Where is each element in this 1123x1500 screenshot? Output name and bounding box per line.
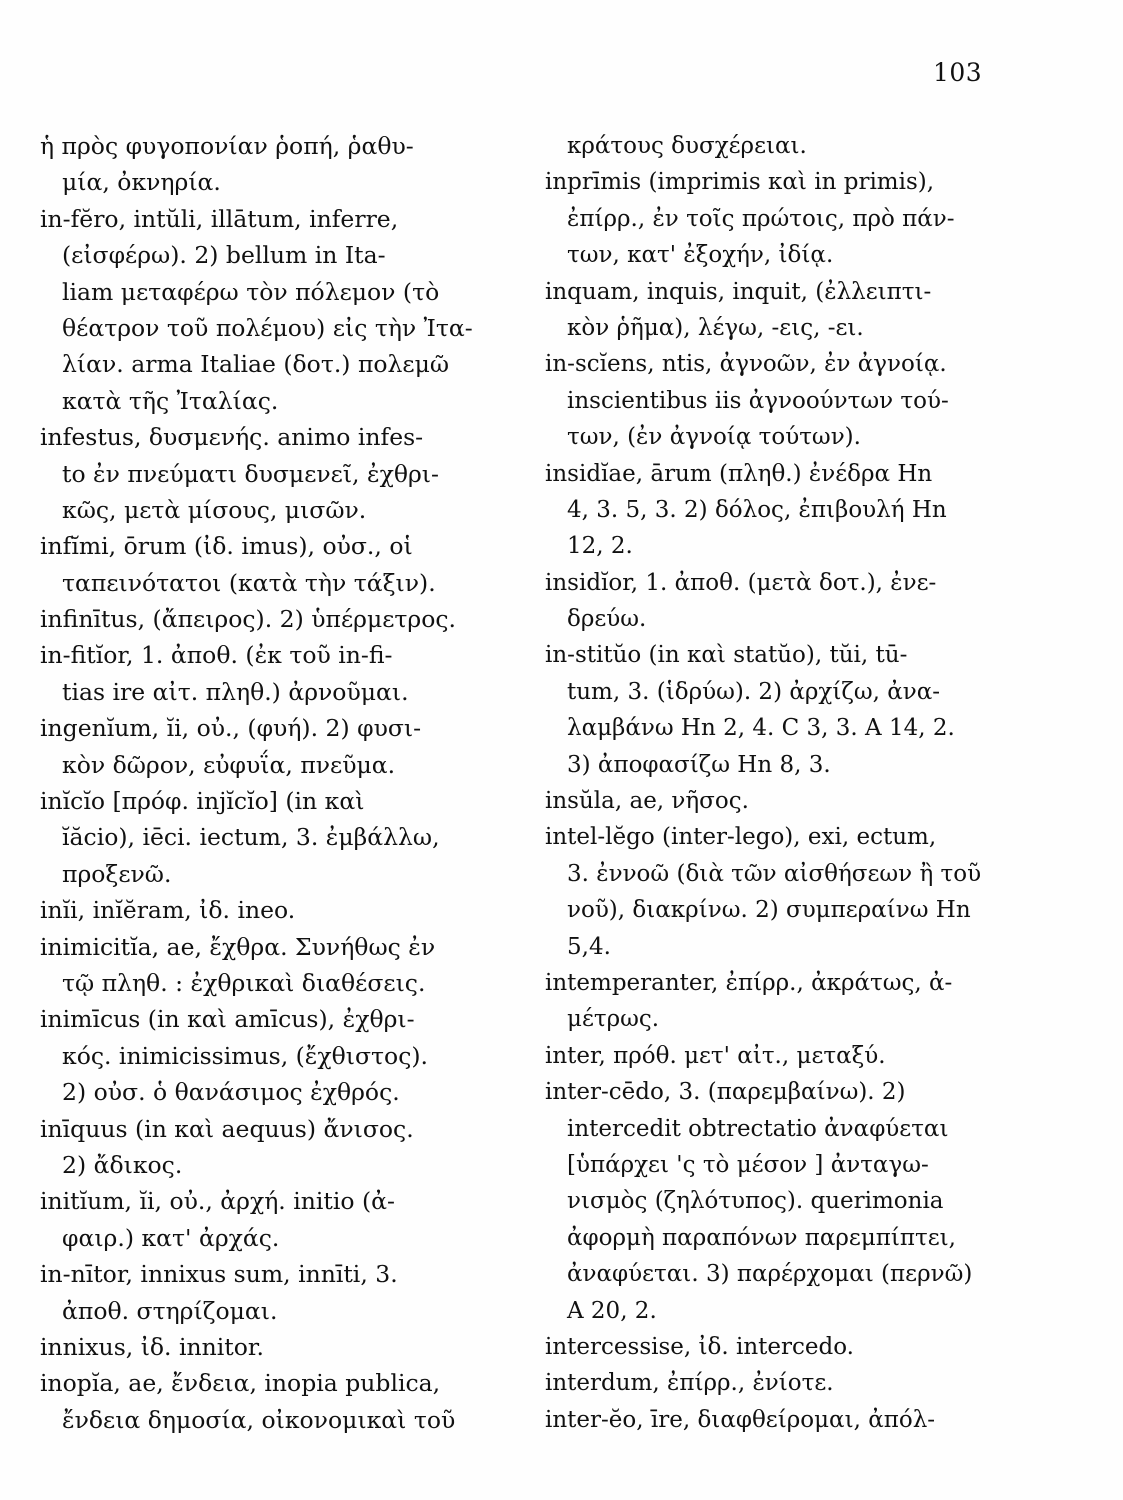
- entry-line: liam μεταφέρω τὸν πόλεμον (τὸ: [62, 277, 440, 306]
- entry-line: θέατρον τοῦ πολέμου) εἰς τὴν Ἰτα-: [62, 313, 473, 342]
- entry-line: inter-ĕo, īre, διαφθείρομαι, ἀπόλ-: [545, 1406, 936, 1433]
- entry-line: infestus, δυσμενής. animo infes-: [40, 423, 424, 452]
- right-column: [545, 128, 1007, 1438]
- entry-line: φαιρ.) κατ' ἀρχάς.: [62, 1223, 280, 1252]
- entry-line: to ἐν πνεύματι δυσμενεῖ, ἐχθρι-: [62, 459, 439, 488]
- entry-line: innixus, ἰδ. innitor.: [40, 1332, 265, 1361]
- entry-line: 3) ἀποφασίζω Hn 8, 3.: [567, 751, 831, 778]
- entry-line: inopĭa, ae, ἔνδεια, inopia publica,: [40, 1369, 441, 1398]
- entry-line: 12, 2.: [567, 533, 633, 560]
- entry-line: ἡ πρὸς φυγοπονίαν ῥοπή, ῥαθυ-: [40, 132, 414, 160]
- entry-line: ingenĭum, ĭi, οὐ., (φυή). 2) φυσι-: [40, 714, 422, 743]
- entry-line: ἀποθ. στηρίζομαι.: [62, 1296, 278, 1325]
- entry-line: intel-lĕgo (inter-lego), exi, ectum,: [545, 824, 937, 851]
- entry-line: in-scĭens, ntis, ἀγνοῶν, ἐν ἀγνοίᾳ.: [545, 351, 947, 378]
- entry-line: μία, ὀκνηρία.: [62, 168, 221, 197]
- entry-line: in-fitĭor, 1. ἀποθ. (ἐκ τοῦ in-fi-: [40, 641, 393, 670]
- entry-line: intercedit obtrectatio ἀναφύεται: [567, 1115, 949, 1142]
- entry-line: inter-cēdo, 3. (παρεμβαίνω). 2): [545, 1079, 906, 1106]
- page-number: 103: [933, 58, 983, 87]
- entry-line: 2) ἄδικος.: [62, 1150, 183, 1179]
- entry-line: ĭăcio), iēci. iectum, 3. ἐμβάλλω,: [62, 823, 440, 852]
- entry-line: intercessise, ἰδ. intercedo.: [545, 1333, 854, 1360]
- entry-line: inprīmis (imprimis καὶ in primis),: [545, 169, 935, 196]
- entry-line: [ὑπάρχει 'ς τὸ μέσον ] ἀνταγω-: [567, 1151, 929, 1178]
- entry-line: initĭum, ĭi, οὐ., ἀρχή. initio (ἀ-: [40, 1187, 395, 1216]
- entry-line: interdum, ἐπίρρ., ἐνίοτε.: [545, 1370, 834, 1397]
- entry-line: ἐπίρρ., ἐν τοῖς πρώτοις, πρὸ πάν-: [567, 205, 955, 232]
- entry-line: δρεύω.: [567, 606, 647, 633]
- entry-line: κὸν δῶρον, εὐφυΐα, πνεῦμα.: [62, 750, 396, 779]
- entry-line: in-nītor, innixus sum, innīti, 3.: [40, 1260, 398, 1289]
- entry-line: λίαν. arma Italiae (δοτ.) πολεμῶ: [62, 350, 450, 379]
- entry-line: inscientibus iis ἀγνοούντων τού-: [567, 387, 949, 414]
- entry-line: insŭla, ae, νῆσος.: [545, 788, 749, 815]
- entry-line: ταπεινότατοι (κατὰ τὴν τάξιν).: [62, 568, 436, 597]
- entry-line: insidĭae, ārum (πληθ.) ἐνέδρα Hn: [545, 460, 933, 487]
- entry-line: μέτρως.: [567, 1006, 660, 1033]
- entry-line: 4, 3. 5, 3. 2) δόλος, ἐπιβουλή Hn: [567, 496, 947, 523]
- entry-line: inimīcus (in καὶ amīcus), ἐχθρι-: [40, 1005, 415, 1034]
- entry-line: των, (ἐν ἀγνοίᾳ τούτων).: [567, 424, 861, 451]
- entry-line: κὸν ῥῆμα), λέγω, -εις, -ει.: [567, 314, 864, 341]
- entry-line: inter, πρόθ. μετ' αἰτ., μεταξύ.: [545, 1042, 886, 1069]
- entry-line: νισμὸς (ζηλότυπος). querimonia: [567, 1188, 944, 1215]
- entry-line: in-fĕro, intŭli, illātum, inferre,: [40, 204, 399, 233]
- entry-line: 2) οὐσ. ὁ θανάσιμος ἐχθρός.: [62, 1078, 400, 1107]
- entry-line: κός. inimicissimus, (ἔχθιστος).: [62, 1041, 429, 1070]
- entry-line: inīquus (in καὶ aequus) ἄνισος.: [40, 1114, 414, 1143]
- entry-line: infĭmi, ōrum (ἰδ. imus), οὐσ., οἱ: [40, 532, 413, 561]
- entry-line: κατὰ τῆς Ἰταλίας.: [62, 386, 279, 415]
- entry-line: τῷ πληθ. : ἐχθρικαὶ διαθέσεις.: [62, 968, 426, 997]
- entry-line: inimicitĭa, ae, ἔχθρα. Συνήθως ἐν: [40, 932, 436, 961]
- entry-line: 3. ἐννοῶ (διὰ τῶν αἰσθήσεων ἢ τοῦ: [567, 860, 982, 887]
- entry-line: tias ire αἰτ. πληθ.) ἀρνοῦμαι.: [62, 677, 409, 706]
- entry-line: προξενῶ.: [62, 859, 172, 888]
- entry-line: ἀφορμὴ παραπόνων παρεμπίπτει,: [567, 1224, 956, 1251]
- entry-line: in-stitŭo (in καὶ statŭo), tŭi, tū-: [545, 642, 908, 669]
- entry-line: insidĭor, 1. ἀποθ. (μετὰ δοτ.), ἐνε-: [545, 569, 937, 596]
- entry-line: inĭcĭo [πρόφ. injĭcĭo] (in καὶ: [40, 787, 365, 816]
- entry-line: λαμβάνω Hn 2, 4. C 3, 3. A 14, 2.: [567, 715, 955, 742]
- entry-line: inquam, inquis, inquit, (ἐλλειπτι-: [545, 278, 932, 305]
- entry-line: των, κατ' ἐξοχήν, ἰδίᾳ.: [567, 242, 834, 269]
- entry-line: inĭi, inĭĕram, ἰδ. ineo.: [40, 896, 296, 925]
- entry-line: ἀναφύεται. 3) παρέρχομαι (περνῶ): [567, 1261, 973, 1288]
- entry-line: κῶς, μετὰ μίσους, μισῶν.: [62, 495, 367, 524]
- entry-line: tum, 3. (ἱδρύω). 2) ἀρχίζω, ἀνα-: [567, 678, 941, 705]
- entry-line: infinītus, (ἄπειρος). 2) ὑπέρμετρος.: [40, 605, 457, 634]
- left-column: [40, 128, 502, 1438]
- entry-line: νοῦ), διακρίνω. 2) συμπεραίνω Hn: [567, 897, 971, 924]
- entry-line: 5,4.: [567, 933, 611, 960]
- entry-line: A 20, 2.: [567, 1297, 657, 1324]
- entry-line: (εἰσφέρω). 2) bellum in Ita-: [62, 241, 386, 270]
- entry-line: κράτους δυσχέρειαι.: [567, 133, 807, 159]
- entry-line: intemperanter, ἐπίρρ., ἀκράτως, ἀ-: [545, 969, 953, 996]
- entry-line: ἔνδεια δημοσία, οἰκονομικαὶ τοῦ: [62, 1405, 456, 1434]
